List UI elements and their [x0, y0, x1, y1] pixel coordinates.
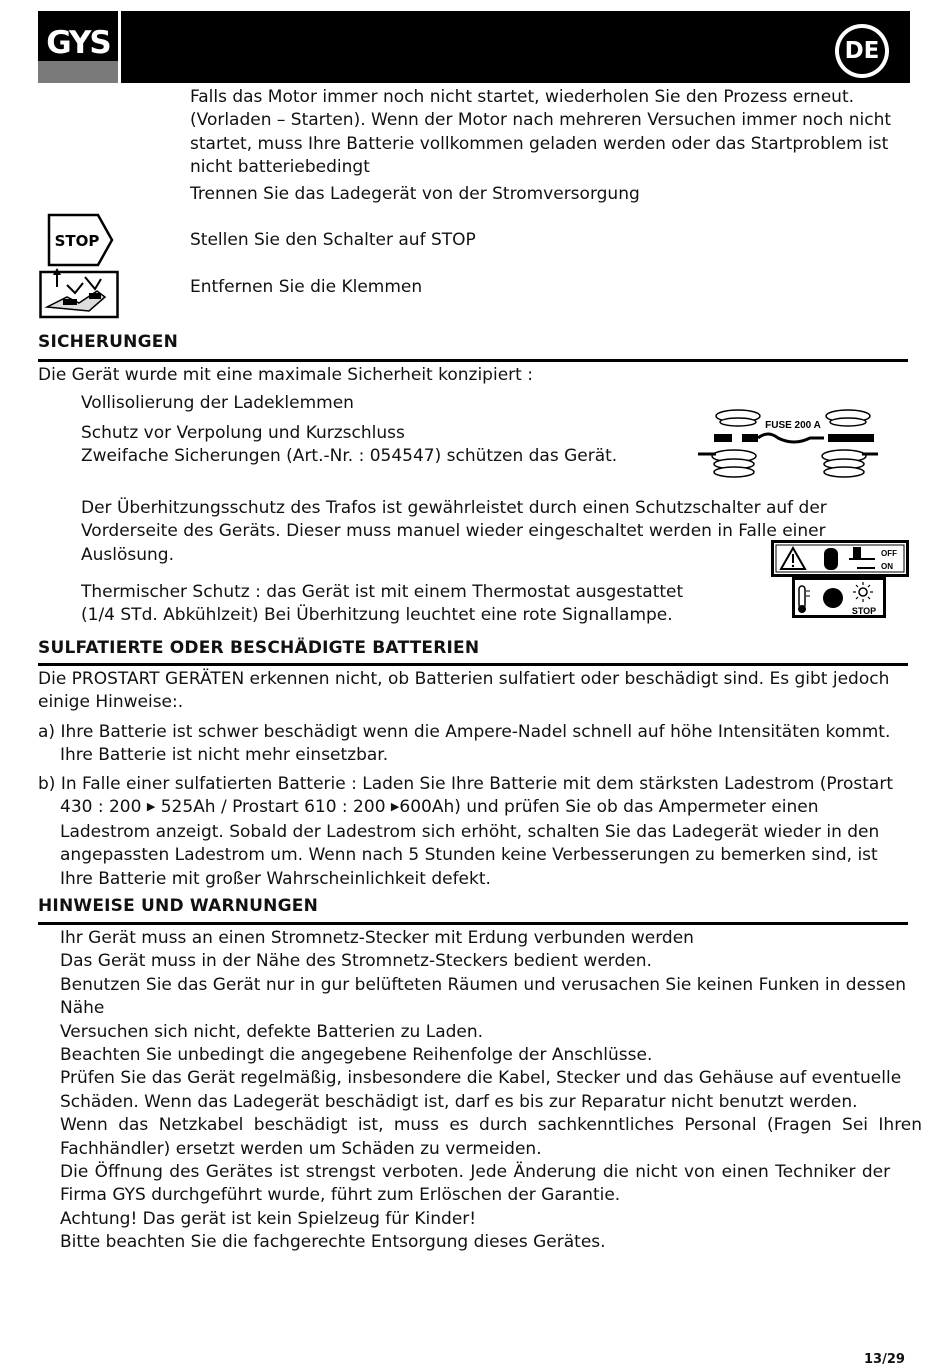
thermal-paragraph	[81, 581, 683, 628]
text-line: Auslösung.	[81, 544, 174, 565]
section-rule	[38, 359, 908, 362]
text-line: Ladestrom anzeigt. Sobald der Ladestrom sich erhöht, schalten Sie das Ladegerät wieder in den	[60, 821, 880, 842]
text-line: Fachhändler) ersetzt werden um Schäden zu vermeiden.	[60, 1138, 542, 1159]
warnings-list	[60, 927, 923, 1255]
section-heading-sulfatiert: SULFATIERTE ODER BESCHÄDIGTE BATTERIEN	[38, 638, 480, 658]
switch-off-label: OFF	[881, 549, 897, 558]
text-line: Ihre Batterie ist nicht mehr einsetzbar.	[60, 745, 389, 766]
header-bar	[38, 11, 910, 83]
text-line: Vorderseite des Geräts. Dieser muss manuel wieder eingeschaltet werden in Falle einer	[81, 521, 826, 542]
text-line: startet, muss Ihre Batterie vollkommen geladen werden oder das Startproblem ist	[190, 133, 889, 154]
text-line: Nähe	[60, 998, 105, 1019]
text-line: Wenn das Netzkabel beschädigt ist, muss es durch sachkenntliches Personal (Fragen Sei Ihren	[60, 1115, 923, 1136]
text-line: Die Öffnung des Gerätes ist strengst verboten. Jede Änderung die nicht von einen Techniker der	[60, 1162, 891, 1183]
text-line: Thermischer Schutz : das Gerät ist mit einem Thermostat ausgestattet	[81, 582, 684, 602]
section-heading-hinweise: HINWEISE UND WARNUNGEN	[38, 896, 318, 916]
hint-a	[38, 721, 890, 768]
text-line: Falls das Motor immer noch nicht startet, wiederholen Sie den Prozess erneut.	[190, 87, 855, 107]
overheat-paragraph	[81, 497, 827, 567]
list-item: Schutz vor Verpolung und Kurzschluss	[81, 423, 405, 443]
text-line: (Vorladen – Starten). Wenn der Motor nach mehreren Versuchen immer noch nicht	[190, 110, 892, 131]
text-line: Schäden. Wenn das Ladegerät beschädigt ist, darf es bis zur Reparatur nicht benutzt werden.	[60, 1091, 858, 1112]
list-item: Vollisolierung der Ladeklemmen	[81, 393, 354, 413]
text-line: Beachten Sie unbedingt die angegebene Reihenfolge der Anschlüsse.	[60, 1045, 653, 1066]
thermal-indicator-panel	[792, 577, 886, 618]
text-line: nicht batteriebedingt	[190, 157, 370, 178]
gys-logo	[38, 11, 118, 83]
text-line	[38, 796, 893, 820]
text-line: (1/4 STd. Abkühlzeit) Bei Überhitzung leuchtet eine rote Signallampe.	[81, 605, 673, 626]
text-fragment: 600Ah) und prüfen Sie ob das Ampermeter einen	[399, 797, 819, 818]
logo-text: GYS	[46, 25, 110, 61]
text-line: angepassten Ladestrom um. Wenn nach 5 Stunden keine Verbesserungen zu bemerken sind, ist	[60, 845, 878, 866]
language-label: DE	[839, 28, 885, 74]
section-heading-sicherungen: SICHERUNGEN	[38, 332, 179, 352]
text-line: Versuchen sich nicht, defekte Batterien zu Laden.	[60, 1021, 484, 1042]
header-separator	[118, 11, 121, 83]
step-disconnect: Trennen Sie das Ladegerät von der Stromversorgung	[190, 184, 640, 204]
step-stop: Stellen Sie den Schalter auf STOP	[190, 230, 476, 250]
text-line: b) In Falle einer sulfatierten Batterie : Laden Sie Ihre Batterie mit dem stärksten Ladestrom (Prostart	[38, 774, 893, 794]
text-fragment: 430 : 200	[60, 797, 142, 818]
text-line: einige Hinweise:.	[38, 692, 184, 713]
text-line: Das Gerät muss in der Nähe des Stromnetz-Steckers bedient werden.	[60, 951, 652, 972]
list-item: Zweifache Sicherungen (Art.-Nr. : 054547) schützen das Gerät.	[81, 446, 618, 466]
fuse-diagram	[694, 404, 880, 486]
switch-on-label: ON	[881, 562, 893, 571]
section-rule	[38, 922, 908, 925]
stop-switch-icon	[46, 212, 116, 268]
page-number: 13/29	[864, 1352, 905, 1367]
text-fragment: 525Ah / Prostart 610 : 200	[160, 797, 386, 818]
text-line: Bitte beachten Sie die fachgerechte Entsorgung dieses Gerätes.	[60, 1232, 606, 1253]
arrow-right-icon: ▶	[146, 800, 156, 814]
text-line: Firma GYS durchgeführt wurde, führt zum Erlöschen der Garantie.	[60, 1185, 621, 1206]
text-line: Achtung! Das gerät ist kein Spielzeug für Kinder!	[60, 1208, 477, 1229]
stop-icon-label: STOP	[54, 232, 100, 250]
text-line: Ihr Gerät muss an einen Stromnetz-Stecker mit Erdung verbunden werden	[60, 928, 694, 948]
thermal-stop-label: STOP	[851, 606, 877, 616]
remove-clamps-icon	[39, 267, 119, 319]
intro-paragraph	[190, 86, 891, 180]
text-line: Ihre Batterie mit großer Wahrscheinlichkeit defekt.	[60, 868, 491, 889]
text-line: Der Überhitzungsschutz des Trafos ist gewährleistet durch einen Schutzschalter auf der	[81, 498, 827, 518]
section-rule	[38, 663, 908, 666]
step-clamps: Entfernen Sie die Klemmen	[190, 277, 423, 297]
text-line: Benutzen Sie das Gerät nur in gur belüfteten Räumen und verusachen Sie keinen Funken in dessen	[60, 974, 906, 995]
fuse-label: FUSE 200 A	[765, 420, 821, 431]
text-line: a) Ihre Batterie ist schwer beschädigt wenn die Ampere-Nadel schnell auf höhe Intensitäten kommt.	[38, 722, 891, 742]
sulfatiert-intro	[38, 668, 889, 715]
text-line: Prüfen Sie das Gerät regelmäßig, insbesondere die Kabel, Stecker und das Gehäuse auf eventuelle	[60, 1068, 902, 1089]
arrow-right-icon: ▶	[390, 800, 400, 814]
circuit-breaker-panel	[771, 540, 909, 577]
language-badge	[835, 24, 889, 78]
sicherungen-intro: Die Gerät wurde mit eine maximale Sicherheit konzipiert :	[38, 365, 533, 385]
text-line: Die PROSTART GERÄTEN erkennen nicht, ob Batterien sulfatiert oder beschädigt sind. Es gibt jedoch	[38, 669, 890, 689]
hint-b	[38, 773, 893, 891]
